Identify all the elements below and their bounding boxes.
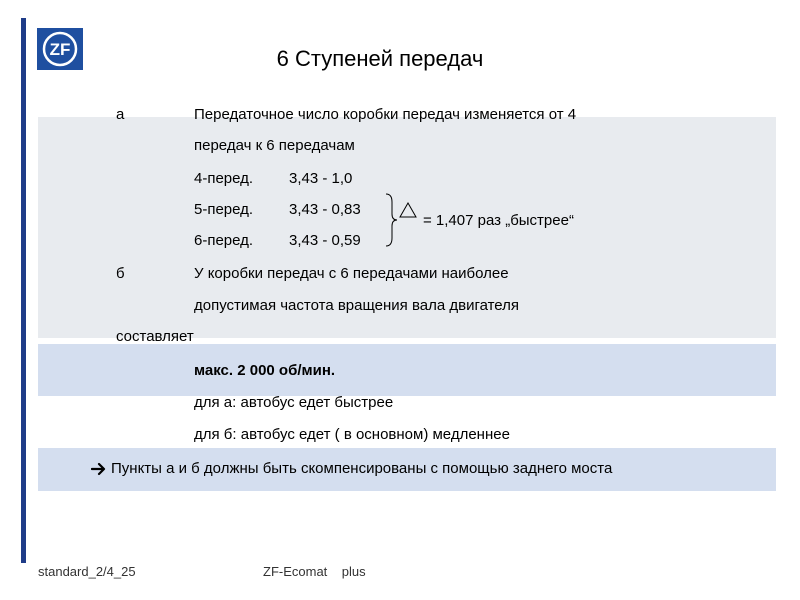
svg-text:ZF: ZF (49, 40, 71, 59)
ratio-result: = 1,407 раз „быстрее“ (423, 212, 574, 229)
left-accent-bar (21, 18, 26, 563)
section-a-line1: Передаточное число коробки передач изменяется от 4 (194, 106, 577, 123)
value-band (38, 344, 776, 396)
gear-row-range: 3,43 - 0,83 (289, 201, 361, 218)
section-a-marker: а (116, 106, 125, 123)
note-a: для а: автобус едет быстрее (194, 394, 394, 411)
max-rpm-value: макс. 2 000 об/мин. (194, 362, 336, 379)
note-b: для б: автобус едет ( в основном) медленнее (194, 426, 510, 443)
section-a-line2: передач к 6 передачам (194, 137, 355, 154)
gear-row-label: 4-перед. (194, 170, 254, 187)
section-b-line2: допустимая частота вращения вала двигателя (194, 297, 520, 314)
gear-row-label: 6-перед. (194, 232, 254, 249)
arrow-right-icon (91, 462, 107, 476)
delta-icon (399, 202, 417, 218)
section-b-line3: составляет (116, 328, 194, 345)
curly-brace-icon (384, 192, 398, 248)
section-b-marker: б (116, 265, 125, 282)
gear-row-range: 3,43 - 1,0 (289, 170, 353, 187)
section-b-line1: У коробки передач с 6 передачами наиболее (194, 265, 509, 282)
footer-id: standard_2/4_25 (38, 564, 136, 579)
conclusion-text: Пункты а и б должны быть скомпенсированы с помощью заднего моста (111, 460, 613, 477)
footer-product: ZF-Ecomat plus (263, 564, 366, 579)
gear-row-label: 5-перед. (194, 201, 254, 218)
slide-title: 6 Ступеней передач (276, 46, 484, 71)
gear-row-range: 3,43 - 0,59 (289, 232, 361, 249)
